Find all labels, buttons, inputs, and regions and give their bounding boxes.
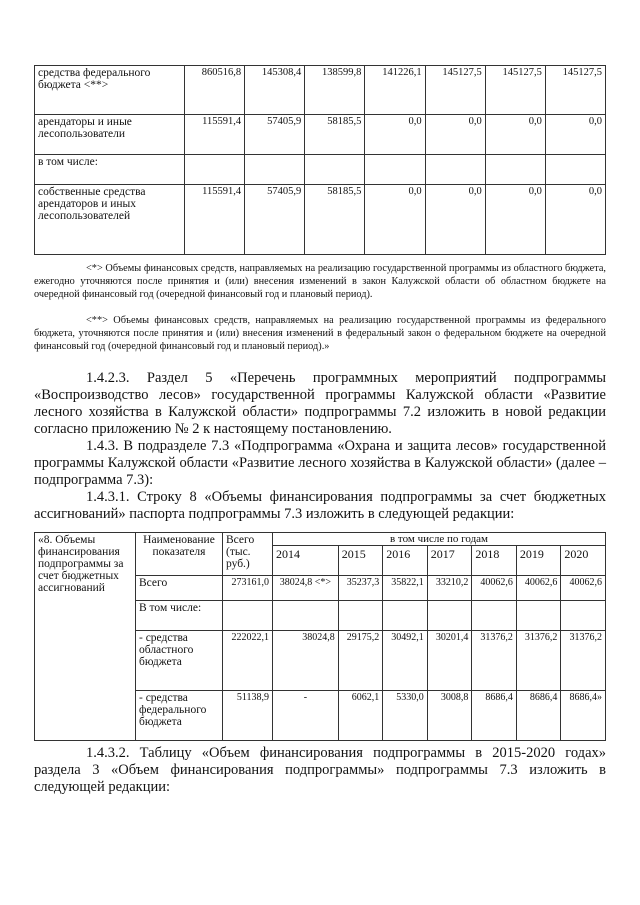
header-name: Наименование показателя <box>136 533 223 576</box>
header-total: Всего (тыс. руб.) <box>223 533 273 576</box>
row-label-cell: «8. Объемы финансирования подпрограммы за счет бюджетных ассигнований <box>35 533 136 741</box>
value-cell: 40062,6 <box>472 576 517 601</box>
value-cell: 58185,5 <box>305 115 365 155</box>
value-cell: 0,0 <box>425 185 485 255</box>
value-cell: 30492,1 <box>383 631 428 691</box>
row-label: средства федерального бюджета <**> <box>35 66 185 115</box>
value-cell <box>273 601 339 631</box>
row-label: арендаторы и иные лесопользователи <box>35 115 185 155</box>
footnote-2: <**> Объемы финансовых средств, направляемых на реализацию государственной программы из федерального бюджета, уточняются после принятия и (или) внесения изменений в федеральный закон о федеральном бюджете на очередной финансовый год (очередной финансовый год и плановый период).» <box>34 315 606 352</box>
year-header: 2018 <box>472 546 517 576</box>
value-cell <box>185 155 245 185</box>
year-header: 2017 <box>427 546 472 576</box>
total-cell <box>223 601 273 631</box>
value-cell <box>245 155 305 185</box>
paragraph-1-4-2-3: 1.4.2.3. Раздел 5 «Перечень программных мероприятий подпрограммы «Воспроизводство лесов» государственной программы Калужской области «Развитие лесного хозяйства в Калужской области» подпрограммы 7.2 изложить в новой редакции согласно приложению № 2 к настоящему постановлению. <box>34 370 606 437</box>
value-cell: 58185,5 <box>305 185 365 255</box>
value-cell: 38024,8 <box>273 631 339 691</box>
value-cell: 40062,6 <box>561 576 606 601</box>
value-cell <box>545 155 605 185</box>
value-cell <box>516 601 561 631</box>
value-cell <box>472 601 517 631</box>
table-row <box>35 185 606 255</box>
header-years: в том числе по годам <box>273 533 606 546</box>
value-cell <box>427 601 472 631</box>
total-cell: 222022,1 <box>223 631 273 691</box>
value-cell: 145127,5 <box>545 66 605 115</box>
value-cell: 115591,4 <box>185 185 245 255</box>
value-cell: 35237,3 <box>338 576 383 601</box>
paragraph-1-4-3: 1.4.3. В подразделе 7.3 «Подпрограмма «Охрана и защита лесов» государственной программы Калужской области «Развитие лесного хозяйства в Калужской области» (далее – подпрограмма 7.3): <box>34 438 606 488</box>
value-cell <box>383 601 428 631</box>
value-cell: 31376,2 <box>516 631 561 691</box>
footnote-1: <*> Объемы финансовых средств, направляемых на реализацию государственной программы из областного бюджета, ежегодно уточняются после принятия и (или) внесения изменений в закон Калужской области об областном бюджете на очередной финансовый год (очередной финансовый год и плановый период). <box>34 263 606 300</box>
year-header: 2019 <box>516 546 561 576</box>
subprogram-funding-table <box>34 532 606 741</box>
row-label: в том числе: <box>35 155 185 185</box>
value-cell: 40062,6 <box>516 576 561 601</box>
row-label: - средства федерального бюджета <box>136 691 223 741</box>
total-cell: 51138,9 <box>223 691 273 741</box>
value-cell: 8686,4 <box>472 691 517 741</box>
value-cell: 5330,0 <box>383 691 428 741</box>
row-label: В том числе: <box>136 601 223 631</box>
funding-table-continued <box>34 65 606 255</box>
year-header: 2016 <box>383 546 428 576</box>
year-header: 2015 <box>338 546 383 576</box>
year-header: 2014 <box>273 546 339 576</box>
total-cell: 273161,0 <box>223 576 273 601</box>
value-cell <box>425 155 485 185</box>
value-cell: 31376,2 <box>561 631 606 691</box>
value-cell: 57405,9 <box>245 115 305 155</box>
value-cell: 35822,1 <box>383 576 428 601</box>
value-cell: 138599,8 <box>305 66 365 115</box>
value-cell: 145127,5 <box>425 66 485 115</box>
value-cell: 3008,8 <box>427 691 472 741</box>
paragraph-1-4-3-2: 1.4.3.2. Таблицу «Объем финансирования подпрограммы в 2015-2020 годах» раздела 3 «Объем финансирования подпрограммы» подпрограммы 7.3 изложить в следующей редакции: <box>34 745 606 795</box>
value-cell <box>485 155 545 185</box>
value-cell: 145308,4 <box>245 66 305 115</box>
value-cell: 8686,4 <box>516 691 561 741</box>
row-label: - средства областного бюджета <box>136 631 223 691</box>
value-cell: 0,0 <box>545 185 605 255</box>
row-label: собственные средства арендаторов и иных лесопользователей <box>35 185 185 255</box>
table-row <box>35 155 606 185</box>
value-cell: 30201,4 <box>427 631 472 691</box>
row-label: Всего <box>136 576 223 601</box>
value-cell: 29175,2 <box>338 631 383 691</box>
value-cell: 860516,8 <box>185 66 245 115</box>
value-cell <box>365 155 425 185</box>
value-cell: 0,0 <box>545 115 605 155</box>
value-cell <box>561 601 606 631</box>
value-cell: 38024,8 <*> <box>273 576 339 601</box>
year-header: 2020 <box>561 546 606 576</box>
value-cell: 8686,4» <box>561 691 606 741</box>
value-cell: 0,0 <box>365 185 425 255</box>
value-cell: 145127,5 <box>485 66 545 115</box>
value-cell: 6062,1 <box>338 691 383 741</box>
value-cell: 115591,4 <box>185 115 245 155</box>
value-cell: 0,0 <box>485 185 545 255</box>
table-row <box>35 66 606 115</box>
value-cell: - <box>273 691 339 741</box>
value-cell: 33210,2 <box>427 576 472 601</box>
value-cell: 141226,1 <box>365 66 425 115</box>
value-cell: 31376,2 <box>472 631 517 691</box>
value-cell: 0,0 <box>365 115 425 155</box>
value-cell <box>338 601 383 631</box>
value-cell <box>305 155 365 185</box>
value-cell: 57405,9 <box>245 185 305 255</box>
paragraph-1-4-3-1: 1.4.3.1. Строку 8 «Объемы финансирования подпрограммы за счет бюджетных ассигнований» паспорта подпрограммы 7.3 изложить в следующей редакции: <box>34 489 606 522</box>
value-cell: 0,0 <box>485 115 545 155</box>
value-cell: 0,0 <box>425 115 485 155</box>
table-row <box>35 115 606 155</box>
